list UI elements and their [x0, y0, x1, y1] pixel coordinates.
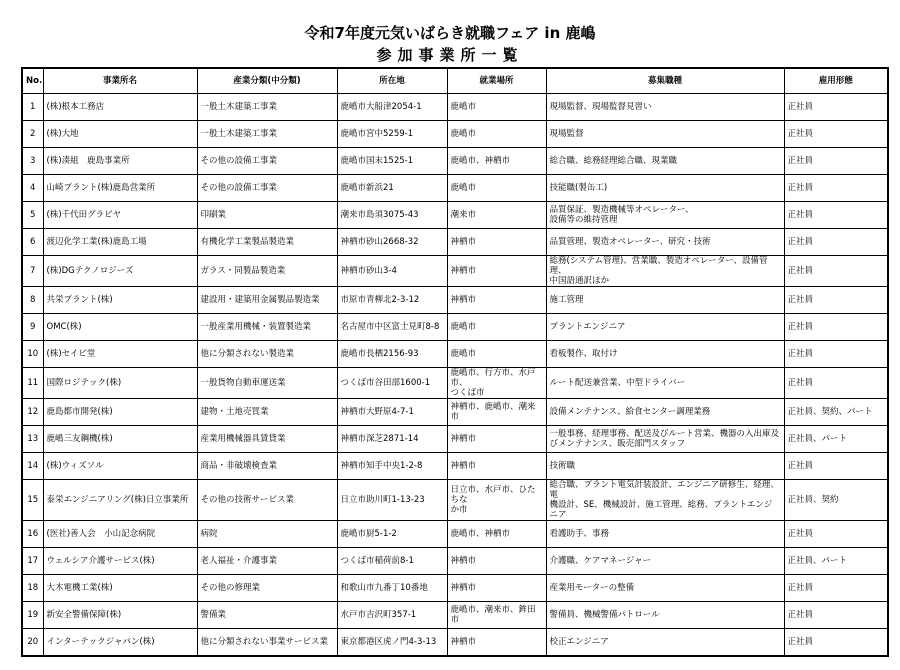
cell-workplace: 鹿嶋市: [447, 94, 546, 121]
cell-jobs: 設備メンテナンス、給食センター調理業務: [546, 399, 784, 426]
cell-employment: 正社員、パート: [784, 548, 888, 575]
cell-jobs: 警備員、機械警備パトロール: [546, 602, 784, 629]
cell-industry: 他に分類されない事業サービス業: [197, 629, 337, 657]
cell-jobs: 介護職、ケアマネージャー: [546, 548, 784, 575]
cell-address: 神栖市知手中央1-2-8: [337, 453, 447, 480]
cell-employment: 正社員: [784, 256, 888, 287]
cell-company-name: ウェルシア介護サービス(株): [43, 548, 197, 575]
cell-company-name: (株)セイビ堂: [43, 341, 197, 368]
header-workplace: 就業場所: [447, 68, 546, 94]
cell-employment: 正社員: [784, 94, 888, 121]
cell-workplace: 神栖市: [447, 229, 546, 256]
cell-no: 7: [22, 256, 43, 287]
table-row: [22, 399, 888, 426]
cell-address: 鹿嶋市大船津2054-1: [337, 94, 447, 121]
cell-employment: 正社員: [784, 341, 888, 368]
cell-employment: 正社員: [784, 368, 888, 399]
header-jobs: 募集職種: [546, 68, 784, 94]
cell-jobs: 現場監督、現場監督見習い: [546, 94, 784, 121]
cell-workplace: 鹿嶋市、神栖市: [447, 521, 546, 548]
participant-table: [21, 67, 889, 657]
cell-workplace: 鹿嶋市: [447, 314, 546, 341]
cell-workplace: 日立市、水戸市、ひたちな か市: [447, 480, 546, 521]
cell-industry: 警備業: [197, 602, 337, 629]
table-row: [22, 453, 888, 480]
table-row: [22, 368, 888, 399]
cell-jobs: 技術職: [546, 453, 784, 480]
cell-address: つくば市谷田部1600-1: [337, 368, 447, 399]
cell-industry: 印刷業: [197, 202, 337, 229]
cell-jobs: 総合職、総務経理総合職、現業職: [546, 148, 784, 175]
cell-workplace: 鹿嶋市、行方市、水戸市、 つくば市: [447, 368, 546, 399]
cell-company-name: (株)DGテクノロジーズ: [43, 256, 197, 287]
cell-no: 18: [22, 575, 43, 602]
cell-address: 神栖市深芝2871-14: [337, 426, 447, 453]
cell-employment: 正社員: [784, 575, 888, 602]
table-row: [22, 521, 888, 548]
cell-company-name: (医社)善人会 小山記念病院: [43, 521, 197, 548]
cell-industry: その他の設備工事業: [197, 148, 337, 175]
cell-address: 神栖市砂山3-4: [337, 256, 447, 287]
cell-employment: 正社員: [784, 175, 888, 202]
cell-address: 名古屋市中区富士見町8-8: [337, 314, 447, 341]
cell-industry: 病院: [197, 521, 337, 548]
cell-address: 鹿嶋市長栖2156-93: [337, 341, 447, 368]
cell-no: 17: [22, 548, 43, 575]
header-address: 所在地: [337, 68, 447, 94]
cell-workplace: 神栖市、鹿嶋市、潮来市: [447, 399, 546, 426]
cell-employment: 正社員、契約: [784, 480, 888, 521]
cell-no: 1: [22, 94, 43, 121]
cell-company-name: OMC(株): [43, 314, 197, 341]
cell-workplace: 神栖市: [447, 287, 546, 314]
cell-company-name: 渡辺化学工業(株)鹿島工場: [43, 229, 197, 256]
cell-employment: 正社員: [784, 453, 888, 480]
cell-jobs: 総合職、プラント電気計装設計、エンジニア研修生、経理、電 機設計、SE、機械設計、施工管理、総務、プラントエンジニア: [546, 480, 784, 521]
cell-company-name: 新安全警備保障(株): [43, 602, 197, 629]
cell-no: 6: [22, 229, 43, 256]
cell-employment: 正社員: [784, 229, 888, 256]
cell-employment: 正社員: [784, 148, 888, 175]
cell-no: 11: [22, 368, 43, 399]
cell-workplace: 神栖市: [447, 256, 546, 287]
table-row: [22, 121, 888, 148]
cell-no: 9: [22, 314, 43, 341]
table-row: [22, 548, 888, 575]
cell-address: 鹿嶋市厨5-1-2: [337, 521, 447, 548]
header-company: 事業所名: [43, 68, 197, 94]
cell-no: 8: [22, 287, 43, 314]
cell-company-name: インターテックジャパン(株): [43, 629, 197, 657]
cell-industry: 一般産業用機械・装置製造業: [197, 314, 337, 341]
cell-company-name: 国際ロジテック(株): [43, 368, 197, 399]
cell-address: 水戸市吉沢町357-1: [337, 602, 447, 629]
table-row: [22, 341, 888, 368]
cell-no: 2: [22, 121, 43, 148]
table-row: [22, 575, 888, 602]
cell-jobs: プラントエンジニア: [546, 314, 784, 341]
cell-jobs: 産業用モーターの整備: [546, 575, 784, 602]
table-row: [22, 426, 888, 453]
table-row: [22, 480, 888, 521]
cell-jobs: 施工管理: [546, 287, 784, 314]
cell-industry: 建物・土地売買業: [197, 399, 337, 426]
cell-no: 20: [22, 629, 43, 657]
cell-employment: 正社員: [784, 602, 888, 629]
cell-employment: 正社員: [784, 521, 888, 548]
cell-address: 神栖市大野原4-7-1: [337, 399, 447, 426]
page-title: 令和7年度元気いばらき就職フェア in 鹿嶋: [304, 24, 596, 42]
cell-company-name: (株)千代田グラビヤ: [43, 202, 197, 229]
cell-employment: 正社員: [784, 629, 888, 657]
table-row: [22, 602, 888, 629]
cell-industry: 老人福祉・介護事業: [197, 548, 337, 575]
table-row: [22, 314, 888, 341]
table-row: [22, 629, 888, 657]
cell-address: 鹿嶋市国末1525-1: [337, 148, 447, 175]
cell-company-name: (株)大地: [43, 121, 197, 148]
cell-address: 鹿嶋市新浜21: [337, 175, 447, 202]
cell-jobs: 品質管理、製造オペレーター、研究・技術: [546, 229, 784, 256]
cell-address: 市原市青柳北2-3-12: [337, 287, 447, 314]
cell-industry: 有機化学工業製品製造業: [197, 229, 337, 256]
table-row: [22, 202, 888, 229]
cell-industry: 一般土木建築工事業: [197, 121, 337, 148]
cell-company-name: 共栄プラント(株): [43, 287, 197, 314]
cell-jobs: ルート配送兼営業、中型ドライバー: [546, 368, 784, 399]
cell-company-name: 鹿島都市開発(株): [43, 399, 197, 426]
cell-industry: 他に分類されない製造業: [197, 341, 337, 368]
cell-workplace: 神栖市: [447, 453, 546, 480]
table-row: [22, 148, 888, 175]
cell-jobs: 校正エンジニア: [546, 629, 784, 657]
cell-jobs: 総務(システム管理)、営業職、製造オペレーター、設備管理、 中国語通訳ほか: [546, 256, 784, 287]
cell-company-name: 泰栄エンジニアリング(株)日立事業所: [43, 480, 197, 521]
table-row: [22, 287, 888, 314]
cell-no: 12: [22, 399, 43, 426]
table-row: [22, 175, 888, 202]
cell-workplace: 鹿嶋市、潮来市、鉾田市: [447, 602, 546, 629]
cell-workplace: 神栖市: [447, 629, 546, 657]
cell-jobs: 技能職(製缶工): [546, 175, 784, 202]
cell-company-name: 山崎プラント(株)鹿島営業所: [43, 175, 197, 202]
table-body: [22, 94, 888, 657]
page-subtitle: 参加事業所一覧: [376, 46, 524, 64]
cell-workplace: 神栖市: [447, 426, 546, 453]
cell-workplace: 潮来市: [447, 202, 546, 229]
cell-industry: 産業用機械器具賃貸業: [197, 426, 337, 453]
table-row: [22, 94, 888, 121]
cell-address: 鹿嶋市宮中5259-1: [337, 121, 447, 148]
header-industry: 産業分類(中分類): [197, 68, 337, 94]
cell-workplace: 神栖市: [447, 575, 546, 602]
cell-company-name: (株)根本工務店: [43, 94, 197, 121]
table-row: [22, 256, 888, 287]
cell-jobs: 一般事務、経理事務、配送及びルート営業、機器の入出庫及 びメンテナンス、販売部門スタッフ: [546, 426, 784, 453]
cell-industry: 建設用・建築用金属製品製造業: [197, 287, 337, 314]
cell-employment: 正社員: [784, 202, 888, 229]
header-no: No.: [22, 68, 43, 94]
cell-industry: その他の技術サービス業: [197, 480, 337, 521]
cell-jobs: 現場監督: [546, 121, 784, 148]
cell-employment: 正社員、パート: [784, 426, 888, 453]
cell-company-name: (株)湊組 鹿島事業所: [43, 148, 197, 175]
cell-jobs: 看板製作、取付け: [546, 341, 784, 368]
cell-workplace: 鹿嶋市、神栖市: [447, 148, 546, 175]
cell-no: 14: [22, 453, 43, 480]
cell-employment: 正社員: [784, 121, 888, 148]
cell-address: 日立市助川町1-13-23: [337, 480, 447, 521]
cell-address: 潮来市島須3075-43: [337, 202, 447, 229]
cell-company-name: 大木電機工業(株): [43, 575, 197, 602]
cell-address: つくば市稲荷前8-1: [337, 548, 447, 575]
cell-industry: 一般土木建築工事業: [197, 94, 337, 121]
cell-industry: 商品・非破壊検査業: [197, 453, 337, 480]
cell-company-name: (株)ウィズソル: [43, 453, 197, 480]
table-row: [22, 229, 888, 256]
cell-workplace: 鹿嶋市: [447, 121, 546, 148]
cell-workplace: 鹿嶋市: [447, 175, 546, 202]
cell-company-name: 鹿嶋三友鋼機(株): [43, 426, 197, 453]
cell-employment: 正社員: [784, 287, 888, 314]
cell-address: 和歌山市九番丁10番地: [337, 575, 447, 602]
cell-no: 3: [22, 148, 43, 175]
cell-no: 13: [22, 426, 43, 453]
cell-no: 4: [22, 175, 43, 202]
cell-address: 東京都港区虎ノ門4-3-13: [337, 629, 447, 657]
cell-workplace: 神栖市: [447, 548, 546, 575]
cell-employment: 正社員: [784, 314, 888, 341]
header-employment: 雇用形態: [784, 68, 888, 94]
cell-workplace: 鹿嶋市: [447, 341, 546, 368]
cell-no: 16: [22, 521, 43, 548]
cell-address: 神栖市砂山2668-32: [337, 229, 447, 256]
cell-industry: その他の設備工事業: [197, 175, 337, 202]
table-header-row: [22, 68, 888, 94]
cell-no: 15: [22, 480, 43, 521]
cell-industry: ガラス・同製品製造業: [197, 256, 337, 287]
cell-jobs: 品質保証、製造機械等オペレーター、 設備等の維持管理: [546, 202, 784, 229]
cell-jobs: 看護助手、事務: [546, 521, 784, 548]
cell-no: 5: [22, 202, 43, 229]
cell-industry: その他の修理業: [197, 575, 337, 602]
cell-employment: 正社員、契約、パート: [784, 399, 888, 426]
cell-no: 10: [22, 341, 43, 368]
cell-no: 19: [22, 602, 43, 629]
cell-industry: 一般貨物自動車運送業: [197, 368, 337, 399]
